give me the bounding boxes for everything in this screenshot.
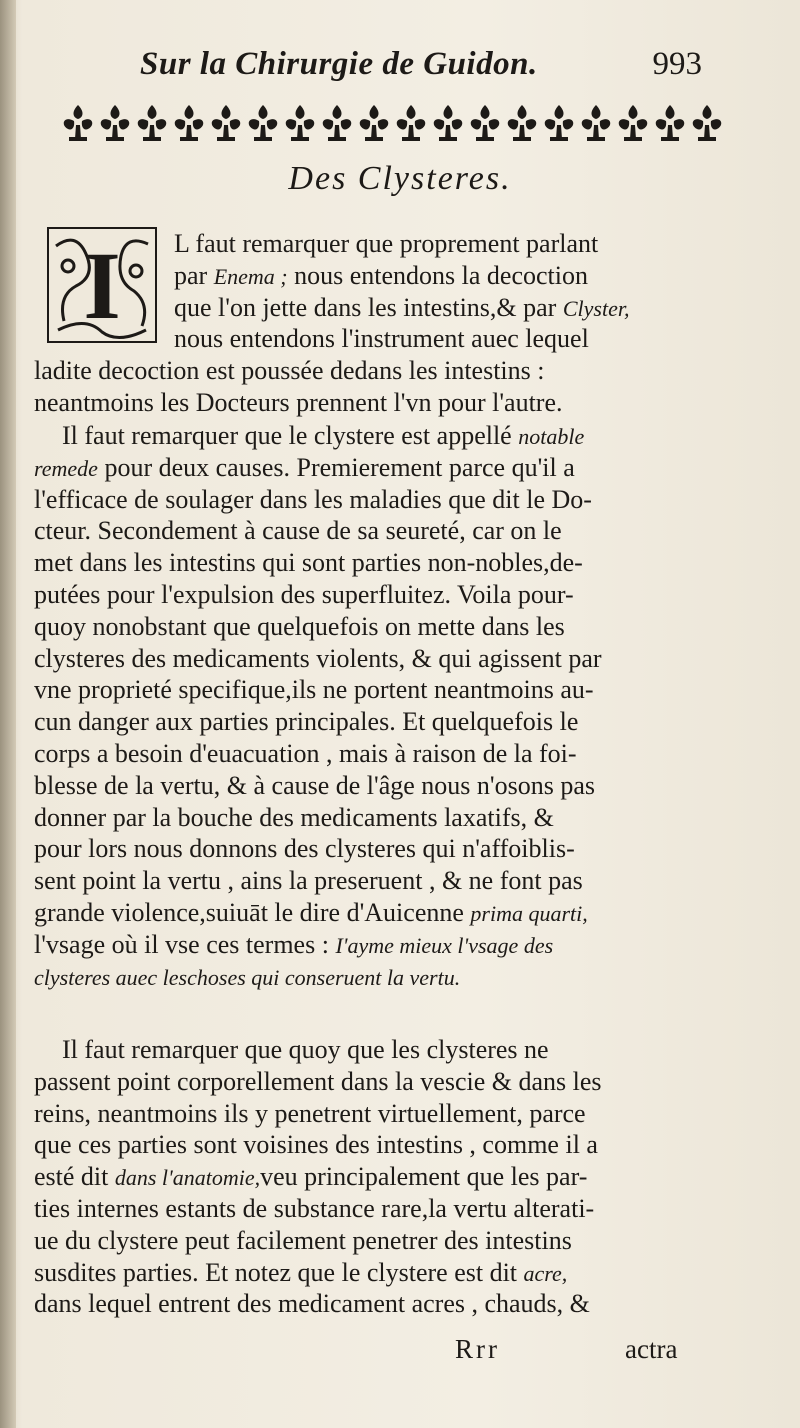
roman-text: par	[174, 260, 214, 290]
roman-text: l'efficace de soulager dans les maladies que dit le Do-	[34, 484, 592, 514]
roman-text: esté dit	[34, 1162, 115, 1192]
text-line	[34, 961, 602, 993]
text-line	[34, 515, 602, 547]
fleuron-glyph	[323, 105, 352, 141]
text-line	[34, 674, 602, 706]
italic-text: clysteres auec leschoses qui conseruent la vertu.	[34, 964, 461, 990]
fleuron-glyph	[656, 105, 685, 141]
roman-text: blesse de la vertu, & à cause de l'âge nous n'osons pas	[34, 770, 595, 800]
fleuron-border	[60, 100, 730, 146]
roman-text: cteur. Secondement à cause de sa seureté, car on le	[34, 516, 562, 546]
paragraph-notable-remede	[34, 420, 602, 992]
italic-text: notable	[518, 424, 585, 449]
roman-text: quoy nonobstant que quelquefois on mette dans les	[34, 611, 565, 641]
roman-text: reins, neantmoins ils y penetrent virtuellement, parce	[34, 1098, 586, 1128]
roman-text: pour deux causes. Premierement parce qu'il a	[97, 452, 575, 482]
italic-text: I'ayme mieux l'vsage des	[335, 932, 554, 958]
roman-text: donner par la bouche des medicaments laxatifs, &	[34, 802, 554, 832]
fleuron-glyph	[471, 105, 500, 141]
paragraph-clystere-definition	[34, 228, 629, 419]
text-line	[34, 292, 629, 324]
roman-text: L faut remarquer que proprement parlant	[174, 229, 599, 258]
fleuron-glyph	[249, 105, 278, 141]
fleuron-glyph	[212, 105, 241, 141]
italic-text: Clyster,	[562, 295, 630, 321]
roman-text: veu principalement que les par-	[260, 1162, 588, 1192]
fleuron-glyph	[286, 105, 315, 141]
text-line	[34, 643, 602, 675]
italic-text: remede	[34, 455, 98, 481]
text-line	[34, 929, 602, 961]
roman-text: que ces parties sont voisines des intestins , comme il a	[34, 1130, 598, 1160]
roman-text: susdites parties. Et notez que le clystere est dit	[34, 1257, 524, 1287]
roman-text: corps a besoin d'euacuation , mais à raison de la foi-	[34, 738, 577, 768]
page-header	[0, 42, 800, 92]
roman-text: ue du clystere peut facilement penetrer des intestins	[34, 1225, 572, 1255]
italic-text: acre,	[523, 1260, 568, 1286]
text-line	[34, 865, 602, 897]
running-title: Sur la Chirurgie de Guidon.	[140, 46, 538, 82]
text-line	[34, 802, 602, 834]
italic-text: dans l'anatomie,	[114, 1165, 261, 1191]
fleuron-glyph	[64, 105, 93, 141]
text-line	[34, 833, 602, 865]
text-line	[34, 547, 602, 579]
text-line	[34, 579, 602, 611]
svg-text:I: I	[83, 232, 121, 339]
roman-text: Il faut remarquer que le clystere est appellé	[62, 421, 519, 450]
text-line	[34, 1098, 602, 1130]
roman-text: dans lequel entrent des medicament acres , chauds, &	[34, 1289, 590, 1319]
text-line	[34, 738, 602, 770]
fleuron-glyph	[175, 105, 204, 141]
text-line	[34, 706, 602, 738]
roman-text: sent point la vertu , ains la preseruent , & ne font pas	[34, 866, 583, 896]
roman-text: clysteres des medicaments violents, & qui agissent par	[34, 643, 602, 673]
text-line	[34, 1193, 602, 1225]
roman-text: putées pour l'expulsion des superfluitez. Voila pour-	[34, 579, 574, 609]
binding-shadow	[0, 0, 16, 1428]
fleuron-glyph	[434, 105, 463, 141]
fleuron-glyph	[101, 105, 130, 141]
text-line	[34, 1066, 602, 1098]
text-line	[34, 484, 602, 516]
roman-text: que l'on jette dans les intestins,& par	[174, 292, 563, 322]
roman-text: met dans les intestins qui sont parties non-nobles,de-	[34, 548, 583, 578]
italic-text: prima quarti,	[470, 900, 588, 926]
roman-text: ladite decoction est poussée dedans les intestins :	[34, 356, 545, 386]
text-line	[34, 228, 629, 260]
fleuron-glyph	[545, 105, 574, 141]
fleuron-glyph	[693, 105, 722, 141]
fleuron-glyph	[360, 105, 389, 141]
fleuron-glyph	[138, 105, 167, 141]
text-line	[34, 611, 602, 643]
text-line	[34, 355, 629, 387]
roman-text: ties internes estants de substance rare,la vertu alterati-	[34, 1193, 595, 1223]
signature-mark: Rrr	[455, 1334, 500, 1364]
paragraph-virtual-penetration	[34, 1034, 602, 1320]
roman-text: l'vsage où il vse ces termes :	[34, 929, 336, 959]
roman-text: cun danger aux parties principales. Et quelquefois le	[34, 707, 579, 737]
page-number: 993	[652, 46, 702, 82]
text-line	[34, 1257, 602, 1289]
text-line	[34, 260, 629, 292]
roman-text: Il faut remarquer que quoy que les clysteres ne	[62, 1035, 549, 1064]
text-line	[34, 897, 602, 929]
italic-text: Enema ;	[213, 263, 288, 289]
roman-text: nous entendons la decoction	[287, 260, 588, 290]
text-line	[34, 387, 629, 419]
section-title: Des Clysteres.	[288, 160, 512, 197]
roman-text: grande violence,suiuāt le dire d'Auicenne	[34, 897, 471, 927]
roman-text: neantmoins les Docteurs prennent l'vn pour l'autre.	[34, 387, 563, 417]
text-line	[34, 452, 602, 484]
roman-text: passent point corporellement dans la vescie & dans les	[34, 1066, 602, 1096]
catchword: actra	[625, 1334, 678, 1364]
roman-text: nous entendons l'instrument auec lequel	[174, 324, 589, 354]
fleuron-glyph	[397, 105, 426, 141]
text-line	[34, 770, 602, 802]
fleuron-glyph	[508, 105, 537, 141]
text-line	[34, 323, 629, 355]
text-line	[34, 1129, 602, 1161]
text-line	[34, 1034, 602, 1066]
roman-text: pour lors nous donnons des clysteres qui n'affoiblis-	[34, 834, 575, 864]
text-line	[34, 1288, 602, 1320]
text-line	[34, 420, 602, 452]
fleuron-glyph	[582, 105, 611, 141]
text-line	[34, 1225, 602, 1257]
roman-text: vne proprieté specifique,ils ne portent neantmoins au-	[34, 675, 594, 705]
fleuron-glyph	[619, 105, 648, 141]
text-line	[34, 1161, 602, 1193]
